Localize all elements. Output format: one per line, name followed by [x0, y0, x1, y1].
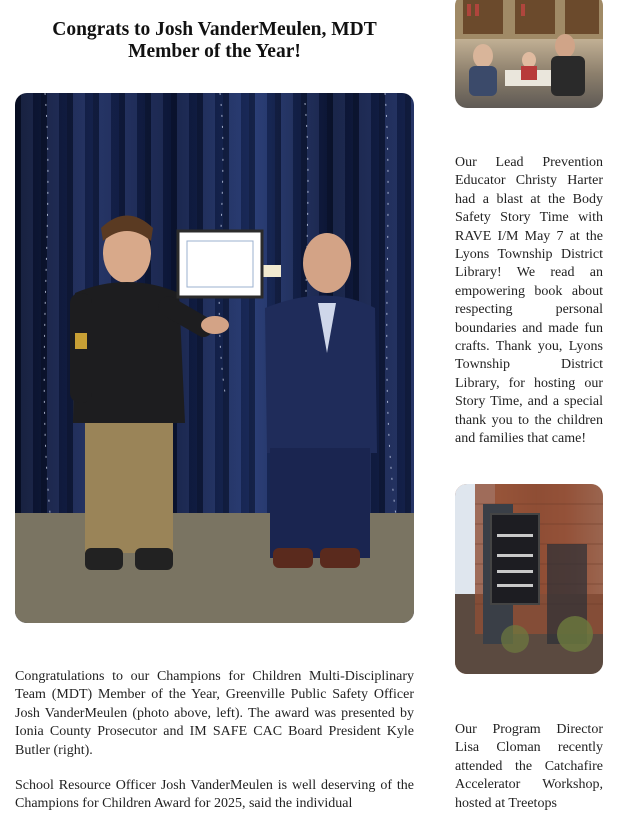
- article-paragraph: Congratulations to our Champions for Children Multi-Disciplinary Team (MDT) Member of the Year, Greenville Public Safety Officer Josh VanderMeulen (photo above, left). The award was presented by Ionia County Prosecutor and IM SAFE CAC Board President Kyle Butler (right).: [15, 669, 414, 758]
- workshop-text: Our Program Director Lisa Cloman recently attended the Catchafire Accelerator Workshop, hosted at Treetops: [455, 722, 603, 811]
- storefront-photo: [455, 484, 603, 674]
- story-time-photo: [455, 0, 603, 108]
- award-presentation-photo: [15, 93, 414, 623]
- main-article: [15, 0, 414, 812]
- article-paragraph: School Resource Officer Josh VanderMeulen is well deserving of the Champions for Children Award for 2025, said the individual: [15, 778, 414, 812]
- story-time-text: Our Lead Prevention Educator Christy Harter had a blast at the Body Safety Story Time with RAVE I/M May 7 at the Lyons Township District Library! We read an empowering book about respecting personal boundaries and made fun crafts. Thank you, Lyons Township District Library, for hosting our Story Time, and a special thank you to the children and families that came!: [455, 155, 603, 447]
- article-headline: Congrats to Josh VanderMeulen, MDT Member of the Year!: [52, 19, 377, 62]
